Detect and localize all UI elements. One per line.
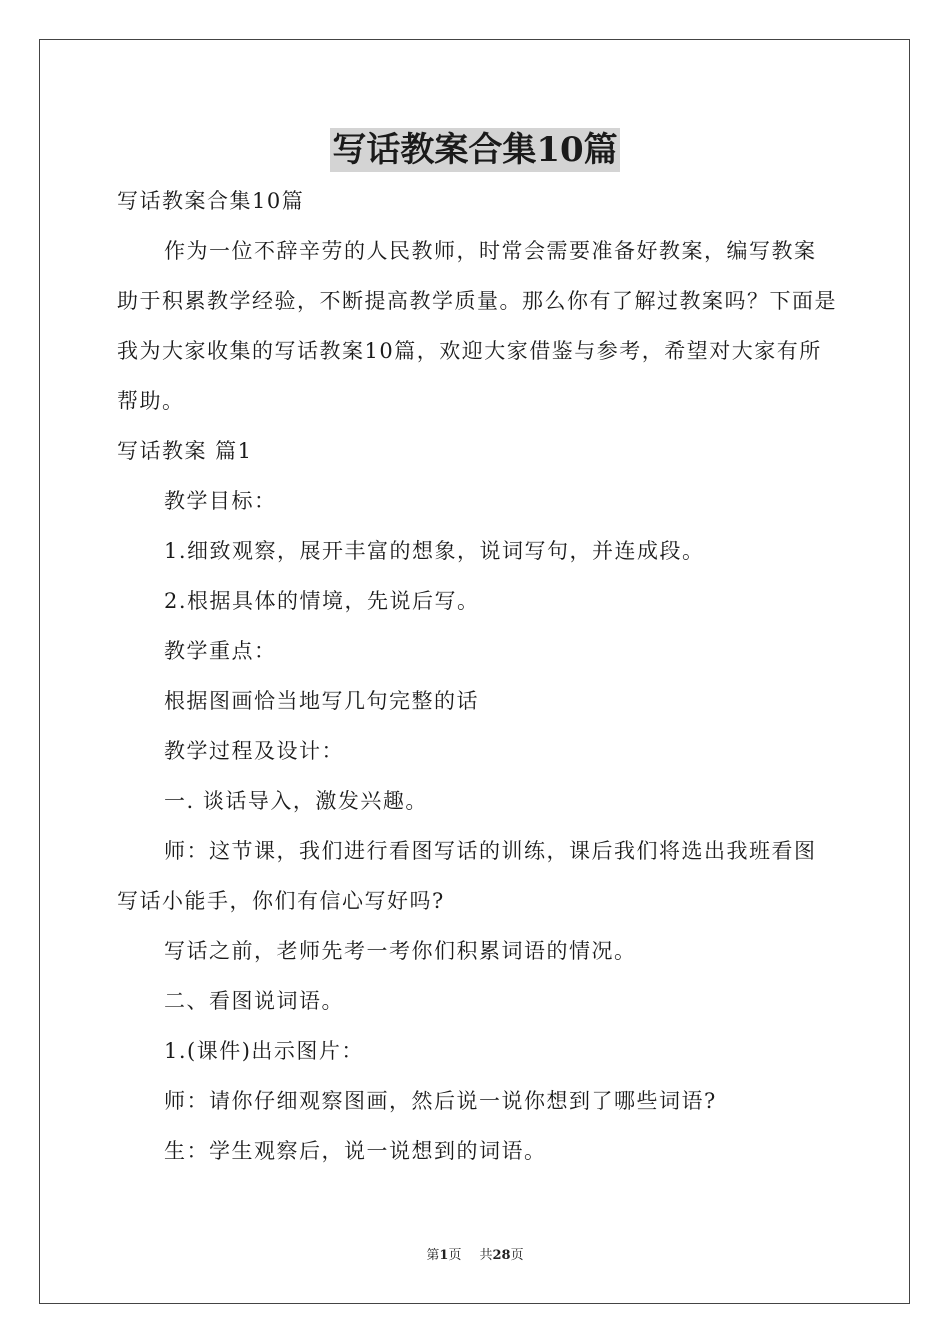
total-unit: 页 <box>510 1248 524 1263</box>
page-total-number: 28 <box>492 1248 511 1263</box>
paragraph: 写话之前，老师先考一考你们积累词语的情况。 <box>164 939 637 963</box>
paragraph: 2.根据具体的情境，先说后写。 <box>164 589 480 613</box>
paragraph: 作为一位不辞辛劳的人民教师，时常会需要准备好教案，编写教案助于积累教学经验，不断提高教学质量。那么你有了解过教案吗？下面是我为大家收集的写话教案10篇，欢迎大家借鉴与参考，希望对大家有所帮助。 <box>117 239 837 413</box>
paragraph: 师：请你仔细观察图画，然后说一说你想到了哪些词语? <box>164 1089 717 1113</box>
paragraph: 教学重点： <box>164 639 277 663</box>
paragraph: 根据图画恰当地写几句完整的话 <box>164 689 479 713</box>
paragraph: 一. 谈话导入，激发兴趣。 <box>164 789 428 813</box>
paragraph: 1.细致观察，展开丰富的想象，说词写句，并连成段。 <box>164 539 705 563</box>
document-body <box>117 176 837 1176</box>
page-prefix: 第 <box>426 1248 440 1263</box>
paragraph: 生：学生观察后，说一说想到的词语。 <box>164 1139 547 1163</box>
page-footer <box>0 1246 950 1266</box>
total-prefix: 共 <box>479 1248 493 1263</box>
paragraph: 二、看图说词语。 <box>164 989 344 1013</box>
paragraph: 1.(课件)出示图片： <box>164 1039 364 1063</box>
paragraph: 师：这节课，我们进行看图写话的训练，课后我们将选出我班看图写话小能手，你们有信心写好吗? <box>117 839 817 913</box>
paragraph: 写话教案合集10篇 <box>117 189 305 213</box>
paragraph: 教学过程及设计： <box>164 739 344 763</box>
page-unit: 页 <box>448 1248 462 1263</box>
document-title-text: 写话教案合集10篇 <box>332 130 618 170</box>
paragraph: 教学目标： <box>164 489 277 513</box>
page-current-number: 1 <box>439 1248 449 1263</box>
paragraph: 写话教案 篇1 <box>117 439 253 463</box>
document-title <box>0 128 950 172</box>
